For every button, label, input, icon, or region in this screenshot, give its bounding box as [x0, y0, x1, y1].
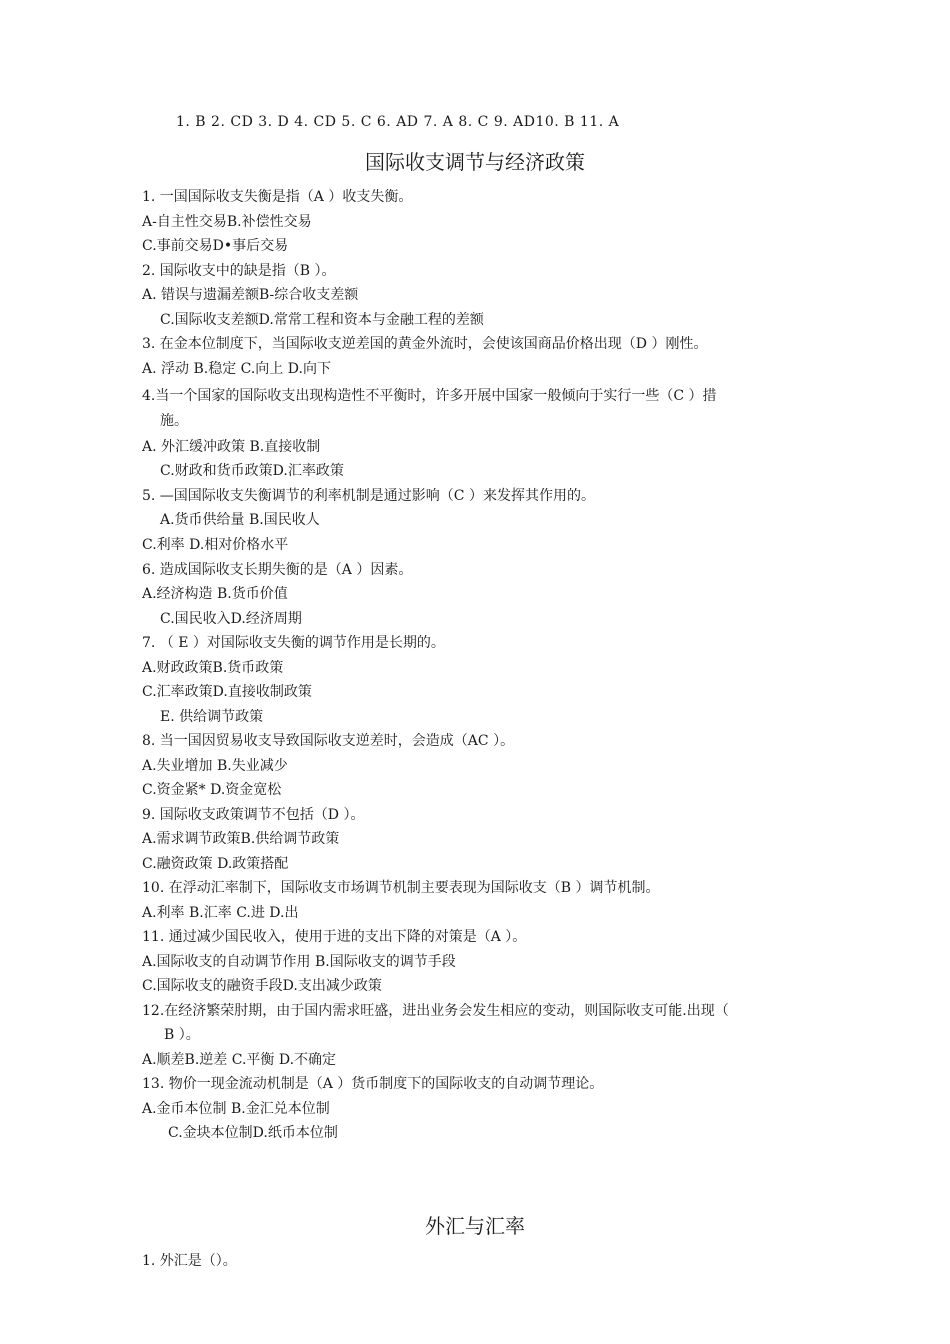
question-line-continued: B ）。 [164, 1027, 200, 1043]
question-line: 11. 通过减少国民收入，使用于进的支出下降的对策是（A ）。 [142, 929, 527, 945]
option-line: A.利率 B.汇率 C.进 D.出 [142, 905, 299, 921]
question-line: 8. 当一国因贸易收支导致国际收支逆差时，会造成（AC ）。 [142, 733, 515, 749]
option-line: A.顺差B.逆差 C.平衡 D.不确定 [142, 1052, 337, 1068]
answer-key: 1. B 2. CD 3. D 4. CD 5. C 6. AD 7. A 8. C 9. AD10. B 11. A [176, 114, 620, 130]
question-line: 3. 在金本位制度下，当国际收支逆差国的黄金外流时，会使该国商品价格出现（D ）刚性。 [142, 336, 708, 352]
option-line: C.融资政策 D.政策搭配 [142, 856, 289, 872]
option-line: A.货币供给量 B.国民收人 [160, 512, 320, 528]
option-line: C.汇率政策D.直接收制政策 [142, 684, 312, 700]
question-line: 1. 外汇是（）。 [142, 1253, 237, 1269]
question-line: 6. 造成国际收支长期失衡的是（A ）因素。 [142, 562, 413, 578]
option-line: C.资金紧* D.资金宽松 [142, 782, 282, 798]
question-line: 5. —国国际收支失衡调节的利率机制是通过影响（C ）来发挥其作用的。 [142, 488, 595, 504]
question-line: 1. 一国国际收支失衡是指（A ）收支失衡。 [142, 189, 413, 205]
option-line: C.财政和货币政策D.汇率政策 [160, 463, 344, 479]
option-line: A.国际收支的自动调节作用 B.国际收支的调节手段 [142, 954, 456, 970]
question-line: 2. 国际收支中的缺是指（B ）。 [142, 263, 336, 279]
section-title: 国际收支调节与经济政策 [365, 150, 585, 174]
option-line: A. 浮动 B.稳定 C.向上 D.向下 [142, 361, 331, 377]
option-line: A.金币本位制 B.金汇兑本位制 [142, 1101, 330, 1117]
question-line-continued: 施。 [160, 413, 188, 429]
option-line: C.利率 D.相对价格水平 [142, 537, 289, 553]
option-line: C.国际收支的融资手段D.支出减少政策 [142, 978, 382, 994]
option-line: A. 外汇缓冲政策 B.直接收制 [142, 439, 321, 455]
option-line: C.国际收支差额D.常常工程和资本与金融工程的差额 [160, 312, 484, 328]
question-line: 7. （ E ）对国际收支失衡的调节作用是长期的。 [142, 635, 445, 651]
question-line: 13. 物价一现金流动机制是（A ）货币制度下的国际收支的自动调节理论。 [142, 1076, 604, 1092]
option-line: C.事前交易D•事后交易 [142, 238, 289, 254]
option-line: E. 供给调节政策 [160, 709, 264, 725]
question-line: 9. 国际收支政策调节不包括（D ）。 [142, 807, 365, 823]
question-line: 4.当一个国家的国际收支出现构造性不平衡时，许多开展中国家一般倾向于实行一些（C ）措 [142, 388, 717, 404]
question-line: 10. 在浮动汇率制下，国际收支市场调节机制主要表现为国际收支（B ）调节机制。 [142, 880, 660, 896]
option-line: A.失业增加 B.失业减少 [142, 758, 288, 774]
option-line: A. 错误与遗漏差额B-综合收支差额 [142, 287, 359, 303]
section-title: 外汇与汇率 [425, 1214, 525, 1238]
option-line: A.需求调节政策B.供给调节政策 [142, 831, 340, 847]
question-line: 12.在经济繁荣肘期，由于国内需求旺盛，进出业务会发生相应的变动，则国际收支可能.出现（ [142, 1003, 729, 1019]
option-line: A.财政政策B.货币政策 [142, 660, 284, 676]
option-line: C.国民收入D.经济周期 [160, 611, 302, 627]
option-line: A.经济构造 B.货币价值 [142, 586, 288, 602]
option-line: C.金块本位制D.纸币本位制 [168, 1125, 338, 1141]
option-line: A-自主性交易B.补偿性交易 [142, 214, 312, 230]
